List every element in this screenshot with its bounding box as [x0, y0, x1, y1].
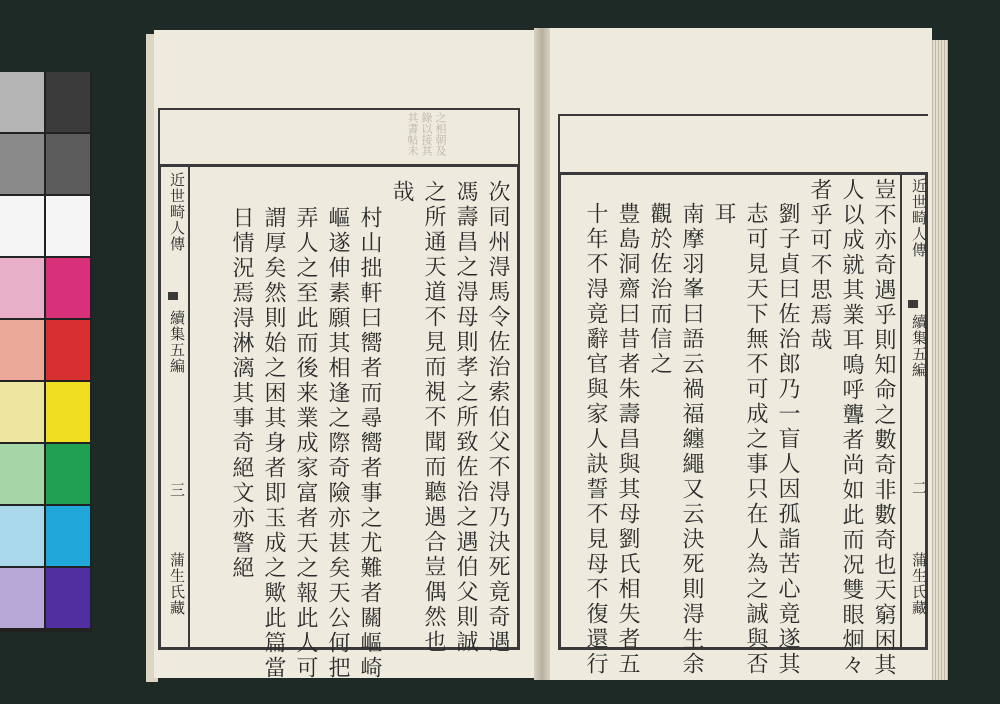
- right-text-column-3: 者乎可不思焉哉: [807, 178, 832, 353]
- right-text-column-10: 十年不淂竟辭官與家人訣誓不見母不復還行: [583, 202, 608, 677]
- left-upper-box: [158, 108, 520, 168]
- right-page-edges: [930, 40, 948, 680]
- left-text-column-5: 村山拙軒曰嚮者而尋嚮者事之尤難者關嶇崎: [357, 206, 382, 681]
- left-text-column-7: 弄人之至此而後来業成家富者天之報此人可: [293, 206, 318, 681]
- swatch-lavender: [0, 568, 44, 628]
- swatch-pale-cyan: [0, 506, 44, 566]
- left-margin-volume: 續集五編: [168, 310, 186, 374]
- right-text-column-7: 南摩羽峯曰語云禍福纏繩又云決死則淂生余: [679, 202, 704, 677]
- left-margin-publisher: 蒲生氏藏: [168, 552, 186, 616]
- left-ghost-text-2: 錄以接其: [420, 112, 433, 156]
- right-text-column-6: 耳: [711, 202, 736, 227]
- right-text-column-1: 豈不亦奇遇乎則知命之數奇非數奇也天窮困其: [871, 178, 896, 678]
- swatch-purple: [46, 568, 90, 628]
- swatch-mid-gray: [0, 134, 44, 194]
- left-ghost-text-3: 其書帖未: [406, 112, 419, 156]
- right-margin-page: 二: [910, 480, 928, 496]
- right-margin-title: 近世畸人傳: [910, 178, 928, 258]
- right-text-column-4: 劉子貞曰佐治郎乃一盲人因孤詣苦心竟遂其: [775, 202, 800, 677]
- swatch-white: [0, 196, 44, 256]
- open-book: [140, 22, 950, 682]
- swatch-white-2: [46, 196, 90, 256]
- left-text-column-9: 日情況焉淂淋漓其事奇絕文亦警絕: [229, 206, 254, 581]
- left-margin-title: 近世畸人傳: [168, 172, 186, 252]
- right-text-column-8: 觀於佐治而信之: [647, 202, 672, 377]
- right-upper-box: [558, 114, 928, 176]
- swatch-pale-green: [0, 444, 44, 504]
- swatch-pale-yellow: [0, 382, 44, 442]
- swatch-cyan: [46, 506, 90, 566]
- left-text-column-3: 之所通天道不見而視不聞而聽遇合豈偶然也: [421, 180, 446, 655]
- left-text-column-6: 嶇遂伸素願其相逢之際奇險亦甚矣天公何把: [325, 206, 350, 681]
- color-calibration-target: [0, 72, 92, 632]
- left-text-column-1: 次同州淂馬令佐治索伯父不淂乃決死竟奇遇: [485, 180, 510, 655]
- right-margin-publisher: 蒲生氏藏: [910, 552, 928, 616]
- swatch-dark-gray: [46, 72, 90, 132]
- left-text-column-8: 謂厚矣然則始之困其身者即玉成之歟此篇當: [261, 206, 286, 681]
- swatch-green: [46, 444, 90, 504]
- swatch-pink: [0, 258, 44, 318]
- left-frame-divider: [158, 164, 520, 166]
- left-text-column-4: 哉: [389, 180, 414, 205]
- right-text-column-5: 志可見天下無不可成之事只在人為之誠與否: [743, 202, 768, 677]
- right-text-column-2: 人以成就其業耳鳴呼聾者尚如此而况雙眼炯々: [839, 178, 864, 678]
- book-spine: [534, 28, 550, 680]
- swatch-charcoal: [46, 134, 90, 194]
- left-margin-page: 三: [168, 482, 186, 498]
- swatch-yellow: [46, 382, 90, 442]
- swatch-red: [46, 320, 90, 380]
- swatch-magenta: [46, 258, 90, 318]
- left-ghost-text-1: 之相朝及: [434, 112, 447, 156]
- left-fish-tail-mark: [168, 292, 178, 300]
- right-fish-tail-mark: [908, 300, 918, 308]
- right-margin-volume: 續集五編: [910, 314, 928, 378]
- swatch-light-gray: [0, 72, 44, 132]
- left-text-column-2: 馮壽昌之淂母則孝之所致佐治之遇伯父則誠: [453, 180, 478, 655]
- swatch-salmon: [0, 320, 44, 380]
- right-text-column-9: 豊島洞齋曰昔者朱壽昌與其母劉氏相失者五: [615, 202, 640, 677]
